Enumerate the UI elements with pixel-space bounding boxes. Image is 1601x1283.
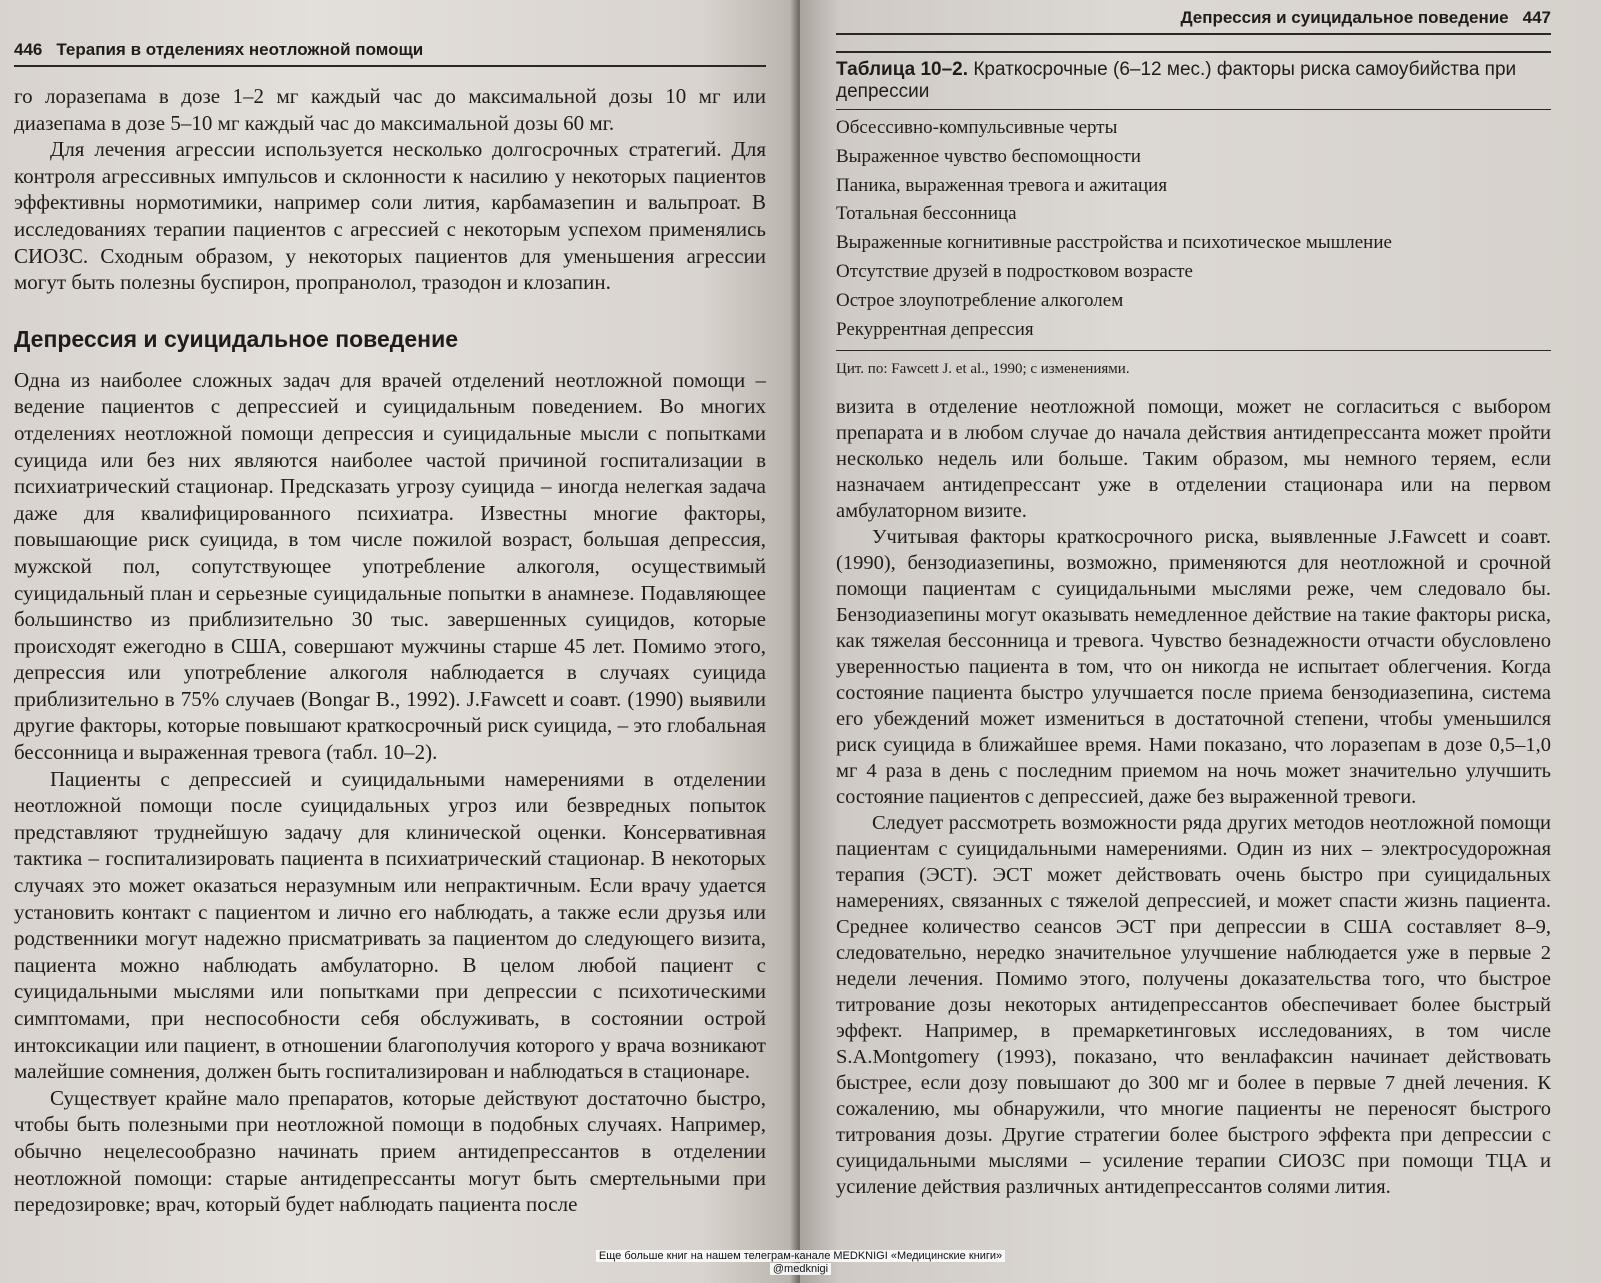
right-running-head [836,8,1551,35]
table-row: Рекуррентная депрессия [836,318,1034,340]
paragraph: визита в отделение неотложной помощи, может не согласиться с выбором препарата и в любом случае до начала действия антидепрессанта может пройти несколько недель или больше. Таким образом, мы немного теряем, если назначаем антидепрессант уже в отделении стационара или на первом амбулаторном визите. [836,396,1551,523]
table-row: Паника, выраженная тревога и ажитация [836,174,1168,196]
left-running-head-title: Терапия в отделениях неотложной помощи [56,40,424,59]
paragraph: Следует рассмотреть возможности ряда других методов неотложной помощи пациентам с суицидальными намерениями. Один из них – электросудорожная терапия (ЭСТ). ЭСТ может действовать очень быстро при суицидальных намерениях, связанных с тяжелой депрессией, и может спасти жизнь пациента. Среднее количество сеансов ЭСТ при депрессии в США составляет 8–9, следовательно, нередко значительное улучшение наблюдается уже в первые 2 недели лечения. Помимо этого, получены доказательства того, что быстрое титрование дозы некоторых антидепрессантов обеспечивает более быстрый эффект. Например, в премаркетинговых исследованиях, в том числе S.A.Montgomery (1993), показано, что венлафаксин начинает действовать быстрее, если дозу повышают до 300 мг и более в первые 7 дней лечения. К сожалению, мы обнаружили, что многие пациенты не переносят быстрого титрования дозы. Другие стратегии более быстрого эффекта при депрессии с суицидальными мыслями – усиление терапии СИОЗС при помощи ТЦА и усиление действия различных антидепрессантов солями лития. [836,812,1551,1199]
table-row: Острое злоупотребление алкоголем [836,289,1124,311]
table-row: Отсутствие друзей в подростковом возрасте [836,260,1193,282]
table-row: Тотальная бессонница [836,203,1017,225]
table-label: Таблица 10–2. [836,59,969,80]
table-caption [836,51,1551,103]
footer-line: Еще больше книг на нашем телеграм-канале MEDKNIGI «Медицинские книги» [596,1250,1005,1262]
right-page-number: 447 [1522,8,1551,27]
paragraph: Учитывая факторы краткосрочного риска, выявленные J.Fawcett и соавт. (1990), бензодиазепины, возможно, применяются для неотложной и срочной помощи пациентам с суицидальными мыслями реже, чем следовало бы. Бензодиазепины могут оказывать немедленное действие на такие факторы риска, как тяжелая бессонница и тревога. Чувство безнадежности отчасти обусловлено уверенностью пациента в том, что он никогда не испытает облегчения. Когда состояние пациента быстро улучшается после приема бензодиазепина, система его убеждений может измениться в достаточной степени, чтобы уменьшился риск суицида в ближайшее время. Нами показано, что лоразепам в дозе 0,5–1,0 мг 4 раза в день с последним приемом на ночь может значительно улучшить состояние пациентов с депрессией, даже без выраженной тревоги. [836,526,1551,809]
left-page [0,0,796,1283]
paragraph: Пациенты с депрессией и суицидальными намерениями в отделении неотложной помощи после суицидальных угроз или безвредных попыток представляют труднейшую задачу для клинической оценки. Консервативная тактика – госпитализировать пациента в психиатрический стационар. В некоторых случаях это может оказаться неразумным или непрактичным. Если врачу удается установить контакт с пациентом и лично его наблюдать, а также если друзья или родственники могут надежно присматривать за пациентом до следующего визита, пациента можно наблюдать амбулаторно. В целом любой пациент с суицидальными мыслями или попытками при депрессии с психотическими симптомами, при неспособности себя обслуживать, в состоянии острой интоксикации или пациент, в отношении благополучия которого у врача возникают малейшие сомнения, должен быть госпитализирован и наблюдаться в стационаре. [14,766,766,1084]
table-row: Обсессивно-компульсивные черты [836,117,1118,138]
left-page-number: 446 [14,40,43,59]
left-running-head [14,40,766,67]
left-page-body [14,83,766,1218]
table-title: Краткосрочные (6–12 мес.) факторы риска самоубийства при депрессии [836,59,1517,102]
paragraph: го лоразепама в дозе 1–2 мг каждый час до максимальной дозы 10 мг или диазепама в дозе 5–10 мг каждый час до максимальной дозы 60 мг. [14,84,766,135]
table-body [836,109,1551,351]
paragraph: Для лечения агрессии используется несколько долгосрочных стратегий. Для контроля агрессивных импульсов и склонности к насилию у некоторых пациентов эффективны нормотимики, например соли лития, карбамазепин и вальпроат. В исследованиях терапии пациентов с агрессией с некоторым успехом применялись СИОЗС. Сходным образом, у некоторых пациентов для уменьшения агрессии могут быть полезны буспирон, пропранолол, тразодон и клозапин. [14,137,766,295]
right-page [800,0,1601,1283]
right-page-body [836,394,1551,1200]
section-heading: Депрессия и суицидальное поведение [14,325,458,352]
table-row: Выраженные когнитивные расстройства и психотическое мышление [836,232,1392,254]
paragraph: Одна из наиболее сложных задач для врачей отделений неотложной помощи – ведение пациентов с депрессией и суицидальным поведением. Во многих отделениях неотложной помощи депрессия и суицидальные мысли с попытками суицида или без них являются наиболее частой причиной госпитализации в психиатрический стационар. Предсказать угрозу суицида – иногда нелегкая задача даже для квалифицированного психиатра. Известны многие факторы, повышающие риск суицида, в том числе пожилой возраст, большая депрессия, мужской пол, сопутствующее употребление алкоголя, осуществимый суицидальный план и серьезные суицидальные попытки в анамнезе. Подавляющее большинство из приблизительно 30 тыс. завершенных суицидов, которые происходят ежегодно в США, совершают мужчины старше 45 лет. Помимо этого, депрессия или употребление алкоголя наблюдается в случаях суицида приблизительно в 75% случаев (Bongar B., 1992). J.Fawcett и соавт. (1990) выявили другие факторы, которые повышают краткосрочный риск суицида, – это глобальная бессонница и выраженная тревога (табл. 10–2). [14,367,766,765]
right-running-head-title: Депрессия и суицидальное поведение [1180,8,1509,27]
table-source-note: Цит. по: Fawcett J. et al., 1990; с изменениями. [836,361,1130,378]
paragraph: Существует крайне мало препаратов, которые действуют достаточно быстро, чтобы быть полезными при неотложной помощи в подобных случаях. Например, обычно нецелесообразно начинать прием антидепрессантов в отделении неотложной помощи: старые антидепрессанты могут быть смертельными при передозировке; врач, который будет наблюдать пациента после [14,1085,766,1217]
risk-factors-table [836,51,1551,378]
table-row: Выраженное чувство беспомощности [836,145,1141,167]
watermark-footer [0,1250,1601,1276]
footer-handle: @medknigi [770,1263,831,1275]
